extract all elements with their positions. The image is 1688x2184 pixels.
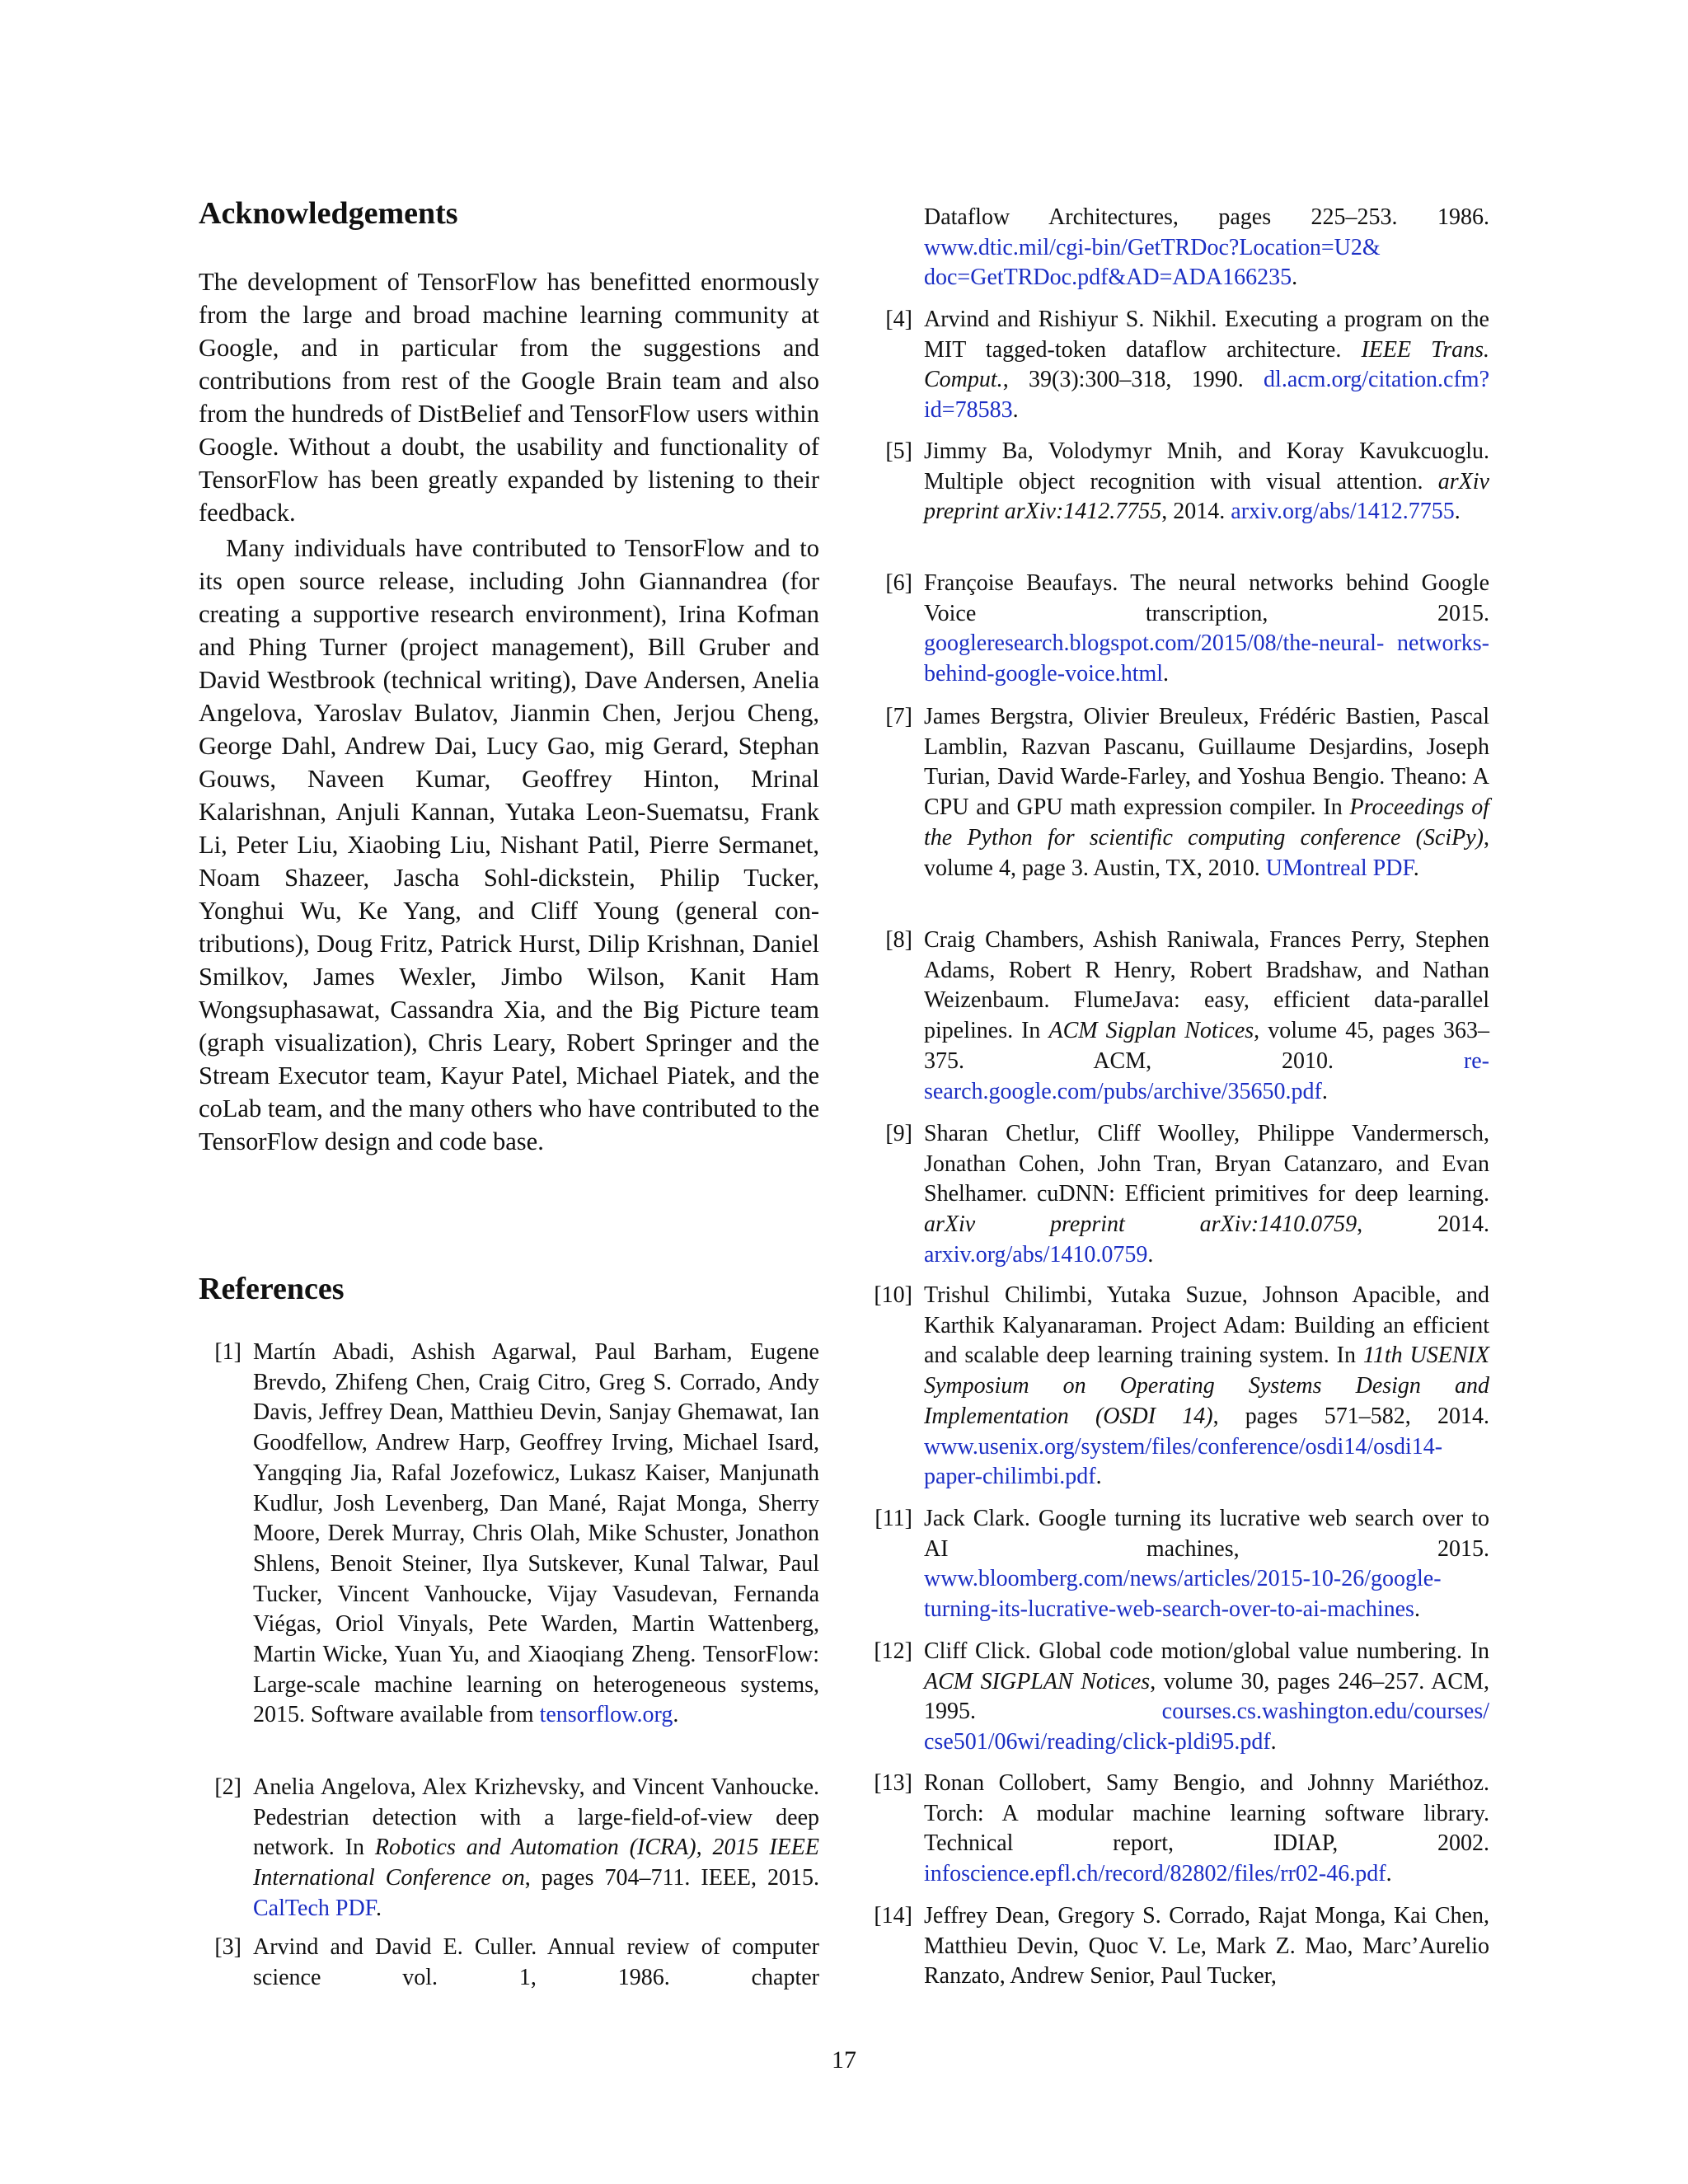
reference-text: Françoise Beaufays. The neural networks behind Google Voice transcription, 2015. [924,570,1489,626]
reference-item-14 [870,1901,1489,1992]
reference-number: [1] [214,1339,241,1365]
reference-item-13: [13] Ronan Collobert, Samy Bengio, and Johnny Mariéthoz. Torch: A modular machine learning software library. Technical report, IDIAP, 2002. infoscience.epfl.ch/record/82802/files/rr02-46.pdf. [870,1769,1489,1890]
reference-venue: IEEE Trans. Comput. [924,336,1489,393]
reference-item-11: [11] Jack Clark. Google turning its lucrative web search over to AI machines, 2015. www.bloomberg.com/news/articles/2015-10-26/google- turning-its-lucrative-web-search-over-to-ai-machines. [870,1504,1489,1625]
reference-item-4: [4] Arvind and Rishiyur S. Nikhil. Executing a program on the MIT tagged-token dataflow architecture. IEEE Trans. Comput., 39(3):300–318, 1990. dl.acm.org/citation.cfm?id=78583. [870,305,1489,426]
reference-venue: ACM Sigplan Notices [1048,1018,1254,1044]
reference-link[interactable]: www.bloomberg.com/news/articles/2015-10-26/google- turning-its-lucrative-web-search-over-to-ai-machines [924,1566,1442,1623]
reference-text: Arvind and Rishiyur S. Nikhil. Executing a program on the MIT tagged-token dataflow architecture. [924,307,1489,363]
reference-link[interactable]: googleresearch.blogspot.com/2015/08/the-neural- networks-behind-google-voice.html [924,630,1489,687]
reference-number: [10] [874,1282,912,1308]
references-heading: References [199,1272,345,1306]
reference-venue: arXiv preprint arXiv:1412.7755 [924,468,1489,525]
reference-venue: Proceedings of the Python for scientific computing conference (SciPy) [924,794,1489,851]
reference-text: Craig Chambers, Ashish Raniwala, Frances Perry, Stephen Adams, Robert R Henry, Robert Bradshaw, and Nathan Weizenbaum. FlumeJava: easy, efficient data-parallel pipelines. In [924,927,1489,1044]
reference-item-9: [9] Sharan Chetlur, Cliff Woolley, Philippe Vandermersch, Jonathan Cohen, John Tran, Bryan Catanzaro, and Evan Shelhamer. cuDNN: Efficient primitives for deep learning. arXiv preprint arXiv:1410.0759, 2014. arxiv.org/abs/1410.0759. [870,1119,1489,1271]
reference-number: [6] [885,570,912,596]
reference-link[interactable]: www.dtic.mil/cgi-bin/GetTRDoc?Location=U2& doc=GetTRDoc.pdf&AD=ADA166235 [924,234,1381,291]
reference-text: Martín Abadi, Ashish Agarwal, Paul Barham, Eugene Brevdo, Zhifeng Chen, Craig Citro, Greg S. Corrado, Andy Davis, Jeffrey Dean, Matthieu Devin, Sanjay Ghemawat, Ian Goodfellow, Andrew Harp, Geoffrey Irving, Michael Isard, Yangqing Jia, Rafal Jozefowicz, Lukasz Kaiser, Manjunath Kudlur, Josh Levenberg, Dan Mané, Rajat Monga, Sherry Moore, Derek Murray, Chris Olah, Mike Schuster, Jonathon Shlens, Benoit Steiner, Ilya Sutskever, Kunal Talwar, Paul Tucker, Vincent Vanhoucke, Vijay Vasudevan, Fernanda Viégas, Oriol Vinyals, Pete Warden, Martin Wattenberg, Martin Wicke, Yuan Yu, and Xiaoqiang Zheng. TensorFlow: Large-scale machine learning on heterogeneous systems, 2015. Software available from [253,1339,819,1728]
reference-link[interactable]: tensorflow.org [539,1702,673,1728]
reference-text: Jack Clark. Google turning its lucrative web search over to AI machines, 2015. [924,1506,1489,1562]
reference-venue: ACM SIGPLAN Notices [924,1668,1151,1694]
reference-text: Ronan Collobert, Samy Bengio, and Johnny Mariéthoz. Torch: A modular machine learning software library. Technical report, IDIAP, 2002. [924,1770,1489,1857]
reference-link[interactable]: dl.acm.org/citation.cfm?id=78583 [924,367,1489,424]
reference-text: James Bergstra, Olivier Breuleux, Frédéric Bastien, Pascal Lamblin, Razvan Pascanu, Guillaume Desjardins, Joseph Turian, David Warde-Farley, and Yoshua Bengio. Theano: A CPU and GPU math expression compiler. In [924,704,1489,821]
reference-item-12: [12] Cliff Click. Global code motion/global value numbering. In ACM SIGPLAN Notices, volume 30, pages 246–257. ACM, 1995. courses.cs.washington.edu/courses/ cse501/06wi/reading/click-pldi95.pdf. [870,1637,1489,1758]
reference-number: [13] [874,1770,912,1796]
acknowledgements-heading: Acknowledgements [199,196,458,231]
reference-text: Cliff Click. Global code motion/global value numbering. In [924,1638,1489,1664]
reference-link[interactable]: infoscience.epfl.ch/record/82802/files/rr02-46.pdf [924,1861,1386,1887]
reference-number: [12] [874,1638,912,1664]
reference-item-2: [2] Anelia Angelova, Alex Krizhevsky, and Vincent Vanhoucke. Pedestrian detection with a large-field-of-view deep network. In Robotics and Automation (ICRA), 2015 IEEE International Conference on, pages 704–711. IEEE, 2015. CalTech PDF. [199,1773,819,1924]
reference-link[interactable]: arxiv.org/abs/1412.7755 [1231,499,1455,525]
reference-item-1: [1] Martín Abadi, Ashish Agarwal, Paul Barham, Eugene Brevdo, Zhifeng Chen, Craig Citro, Greg S. Corrado, Andy Davis, Jeffrey Dean, Matthieu Devin, Sanjay Ghemawat, Ian Goodfellow, Andrew Harp, Geoffrey Irving, Michael Isard, Yangqing Jia, Rafal Jozefowicz, Lukasz Kaiser, Manjunath Kudlur, Josh Levenberg, Dan Mané, Rajat Monga, Sherry Moore, Derek Murray, Chris Olah, Mike Schuster, Jonathon Shlens, Benoit Steiner, Ilya Sutskever, Kunal Talwar, Paul Tucker, Vincent Vanhoucke, Vijay Vasudevan, Fernanda Viégas, Oriol Vinyals, Pete Warden, Martin Wattenberg, Martin Wicke, Yuan Yu, and Xiaoqiang Zheng. TensorFlow: Large-scale machine learning on heterogeneous systems, 2015. Software available from tensorflow.org. [199,1338,819,1731]
reference-link[interactable]: www.usenix.org/system/files/conference/osdi14/osdi14- paper-chilimbi.pdf [924,1433,1443,1490]
reference-text: Dataflow Architectures, pages 225–253. 1986. [924,204,1489,230]
reference-item-6: [6] Françoise Beaufays. The neural networks behind Google Voice transcription, 2015. googleresearch.blogspot.com/2015/08/the-neural- networks-behind-google-voice.html. [870,569,1489,690]
reference-venue: Robotics and Automation (ICRA), 2015 IEEE International Conference on [253,1835,819,1891]
reference-venue: 11th USENIX Symposium on Operating Systems Design and Implementation (OSDI 14) [924,1343,1489,1429]
reference-link[interactable]: courses.cs.washington.edu/courses/ cse501/06wi/reading/click-pldi95.pdf [924,1699,1489,1755]
reference-text: Arvind and David E. Culler. Annual review of computer science vol. 1, 1986. chapter [253,1934,819,1990]
reference-text: Sharan Chetlur, Cliff Woolley, Philippe Vandermersch, Jonathan Cohen, John Tran, Bryan Catanzaro, and Evan Shelhamer. cuDNN: Efficient primitives for deep learning. [924,1121,1489,1207]
reference-link[interactable]: arxiv.org/abs/1410.0759 [924,1241,1148,1268]
reference-number: [2] [214,1774,241,1800]
reference-number: [5] [885,438,912,464]
reference-text: Jimmy Ba, Volodymyr Mnih, and Koray Kavukcuoglu. Multiple object recognition with visual attention. [924,438,1489,494]
reference-number: [8] [885,927,912,953]
reference-number: [3] [214,1934,241,1960]
reference-link[interactable]: UMontreal PDF [1265,855,1414,881]
acknowledgements-paragraph-2: Many individuals have contributed to TensorFlow and to its open source release, including John Giannandrea (for creating a supportive research environment), Irina Kofman and Phing Turner (project management), Bill Gruber and David Westbrook (technical writing), Dave Andersen, Anelia Angelova, Yaroslav Bulatov, Jianmin Chen, Jerjou Cheng, George Dahl, Andrew Dai, Lucy Gao, mig Gerard, Stephan Gouws, Naveen Kumar, Geoffrey Hinton, Mrinal Kalarishnan, Anjuli Kannan, Yutaka Leon-Suematsu, Frank Li, Peter Liu, Xiaobing Liu, Nishant Patil, Pierre Sermanet, Noam Shazeer, Jascha Sohl-dickstein, Philip Tucker, Yonghui Wu, Ke Yang, and Cliff Young (general contributions), Doug Fritz, Patrick Hurst, Dilip Krishnan, Daniel Smilkov, James Wexler, Jimbo Wilson, Kanit Ham Wongsuphasawat, Cassandra Xia, and the Big Picture team (graph visualization), Chris Leary, Robert Springer and the Stream Executor team, Kayur Patel, Michael Piatek, and the coLab team, and the many others who have contributed to the TensorFlow design and code base. [199,534,819,1155]
reference-text: Trishul Chilimbi, Yutaka Suzue, Johnson Apacible, and Karthik Kalyanaraman. Project Adam: Building an efficient and scalable deep learning training system. In [924,1282,1489,1369]
reference-item-8: [8] Craig Chambers, Ashish Raniwala, Frances Perry, Stephen Adams, Robert R Henry, Robert Bradshaw, and Nathan Weizenbaum. FlumeJava: easy, efficient data-parallel pipelines. In ACM Sigplan Notices, volume 45, pages 363–375. ACM, 2010. research.google.com/pubs/archive/35650.pdf. [870,926,1489,1107]
reference-number: [9] [885,1121,912,1146]
reference-item-7: [7] James Bergstra, Olivier Breuleux, Frédéric Bastien, Pascal Lamblin, Razvan Pascanu, Guillaume Desjardins, Joseph Turian, David Warde-Farley, and Yoshua Bengio. Theano: A CPU and GPU math expression compiler. In Proceedings of the Python for scientific computing conference (SciPy), volume 4, page 3. Austin, TX, 2010. UMontreal PDF. [870,702,1489,883]
acknowledgements-paragraph-1: The development of TensorFlow has benefitted enormously from the large and broad machine learning community at Google, and in particular from the suggestions and contributions from rest of the Google Brain team and also from the hundreds of DistBelief and TensorFlow users within Google. Without a doubt, the usability and functionality of TensorFlow has been greatly expanded by listening to their feedback. [199,268,819,527]
reference-item-10: [10] Trishul Chilimbi, Yutaka Suzue, Johnson Apacible, and Karthik Kalyanaraman. Project Adam: Building an efficient and scalable deep learning training system. In 11th USENIX Symposium on Operating Systems Design and Implementation (OSDI 14), pages 571–582, 2014. www.usenix.org/system/files/conference/osdi14/osdi14- paper-chilimbi.pdf. [870,1281,1489,1493]
reference-link[interactable]: research.google.com/pubs/archive/35650.pdf [924,1047,1489,1104]
reference-venue: arXiv preprint arXiv:1410.0759 [924,1212,1357,1238]
reference-item-5: [5] Jimmy Ba, Volodymyr Mnih, and Koray Kavukcuoglu. Multiple object recognition with visual attention. arXiv preprint arXiv:1412.7755, 2014. arxiv.org/abs/1412.7755. [870,437,1489,527]
reference-item-3-start [199,1933,819,1993]
reference-number: [11] [874,1506,912,1531]
page-number: 17 [832,2046,856,2074]
reference-number: [14] [874,1903,912,1929]
reference-text: Jeffrey Dean, Gregory S. Corrado, Rajat Monga, Kai Chen, Matthieu Devin, Quoc V. Le, Mark Z. Mao, Marc’Aurelio Ranzato, Andrew Senior, Paul Tucker, [924,1903,1489,1990]
reference-number: [7] [885,704,912,729]
reference-item-3-continued: Dataflow Architectures, pages 225–253. 1986. www.dtic.mil/cgi-bin/GetTRDoc?Location=U2& doc=GetTRDoc.pdf&AD=ADA166235. [924,204,1489,291]
reference-number: [4] [885,307,912,332]
reference-link[interactable]: CalTech PDF [253,1895,377,1921]
reference-text: Anelia Angelova, Alex Krizhevsky, and Vincent Vanhoucke. Pedestrian detection with a large-field-of-view deep network. In [253,1774,819,1861]
